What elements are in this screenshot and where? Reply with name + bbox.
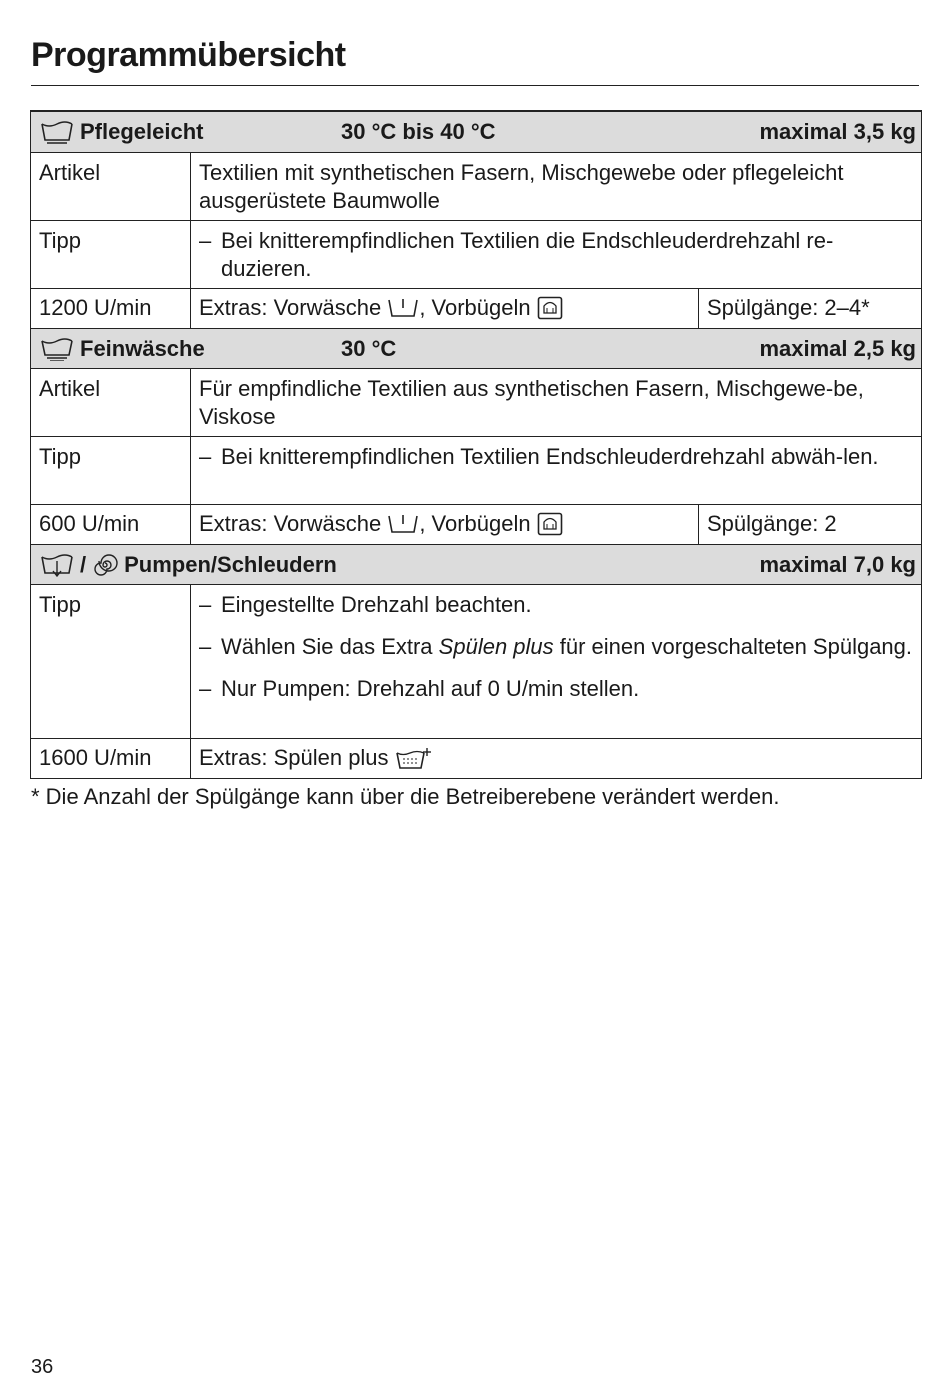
extra-name: Spülen plus — [438, 634, 554, 659]
tip-text: Bei knitterempfindlichen Textilien die Endschleuderdrehzahl re-duzieren. — [221, 228, 834, 281]
tip-row — [31, 584, 921, 738]
program-table — [30, 110, 922, 779]
dash: – — [199, 228, 212, 253]
program-max-load: maximal 3,5 kg — [759, 119, 916, 144]
extras-label: Extras: Vorwäsche — [199, 295, 382, 320]
row-label: Tipp — [31, 437, 191, 504]
pre-ironing-icon — [537, 296, 563, 320]
program-max-load: maximal 7,0 kg — [759, 551, 916, 577]
rinse-count: Spülgänge: 2–4* — [707, 295, 870, 320]
extras-label: Extras: Vorwäsche — [199, 511, 382, 536]
dash: – — [199, 444, 212, 469]
tip-item — [199, 443, 913, 471]
rinse-plus-icon — [395, 747, 431, 771]
spin-icon — [92, 552, 118, 578]
extras-row — [31, 504, 921, 544]
tip-text: Nur Pumpen: Drehzahl auf 0 U/min stellen. — [221, 676, 640, 701]
icon-separator: / — [80, 551, 87, 577]
dash: – — [199, 634, 212, 659]
tip-item — [199, 227, 913, 283]
prewash-tub-icon — [387, 296, 419, 320]
row-label: Tipp — [31, 585, 191, 738]
footnote: * Die Anzahl der Spülgänge kann über die Betreiberebene verändert werden. — [31, 784, 780, 809]
dash: – — [199, 676, 212, 701]
pre-ironing-icon — [537, 512, 563, 536]
tip-item — [199, 591, 913, 619]
tip-row — [31, 436, 921, 504]
delicates-tub-icon — [40, 337, 74, 361]
program-header-pumpen-schleudern — [31, 544, 921, 584]
extras-separator: , Vorbügeln — [419, 295, 531, 320]
extras-row — [31, 738, 921, 778]
article-text: Textilien mit synthetischen Fasern, Mischgewebe oder pflegeleicht ausgerüstete Baumwolle — [199, 160, 844, 213]
rinse-count: Spülgänge: 2 — [707, 511, 837, 536]
program-max-load: maximal 2,5 kg — [759, 335, 916, 361]
tip-text: Bei knitterempfindlichen Textilien Endschleuderdrehzahl abwäh-len. — [221, 444, 879, 469]
program-temperature: 30 °C — [341, 335, 397, 361]
extras-label: Extras: Spülen plus — [199, 745, 389, 770]
row-label: Artikel — [31, 369, 191, 436]
article-row — [31, 368, 921, 436]
easy-care-tub-icon — [40, 120, 74, 144]
title-divider — [31, 85, 919, 86]
program-header-pflegeleicht — [31, 112, 921, 152]
article-row — [31, 152, 921, 220]
program-temperature: 30 °C bis 40 °C — [341, 119, 496, 144]
spin-speed: 600 U/min — [31, 505, 191, 544]
tip-text: Eingestellte Drehzahl beachten. — [221, 592, 532, 617]
spin-speed: 1600 U/min — [31, 739, 191, 778]
page-title: Programmübersicht — [31, 36, 346, 74]
extras-separator: , Vorbügeln — [419, 511, 531, 536]
program-name: Pumpen/Schleudern — [124, 551, 337, 577]
tip-item — [199, 633, 913, 661]
tip-text: Wählen Sie das Extra Spülen plus für einen vorgeschalteten Spülgang. — [221, 634, 913, 659]
drain-tub-icon — [40, 553, 74, 577]
prewash-tub-icon — [387, 512, 419, 536]
tip-item — [199, 675, 913, 703]
page-number: 36 — [31, 1356, 54, 1378]
row-label: Tipp — [31, 221, 191, 288]
program-name: Feinwäsche — [80, 335, 205, 361]
tip-row — [31, 220, 921, 288]
article-text: Für empfindliche Textilien aus synthetischen Fasern, Mischgewe-be, Viskose — [199, 376, 864, 429]
extras-row — [31, 288, 921, 328]
dash: – — [199, 592, 212, 617]
program-header-feinwaesche — [31, 328, 921, 368]
program-name: Pflegeleicht — [80, 119, 204, 144]
row-label: Artikel — [31, 153, 191, 220]
spin-speed: 1200 U/min — [31, 289, 191, 328]
